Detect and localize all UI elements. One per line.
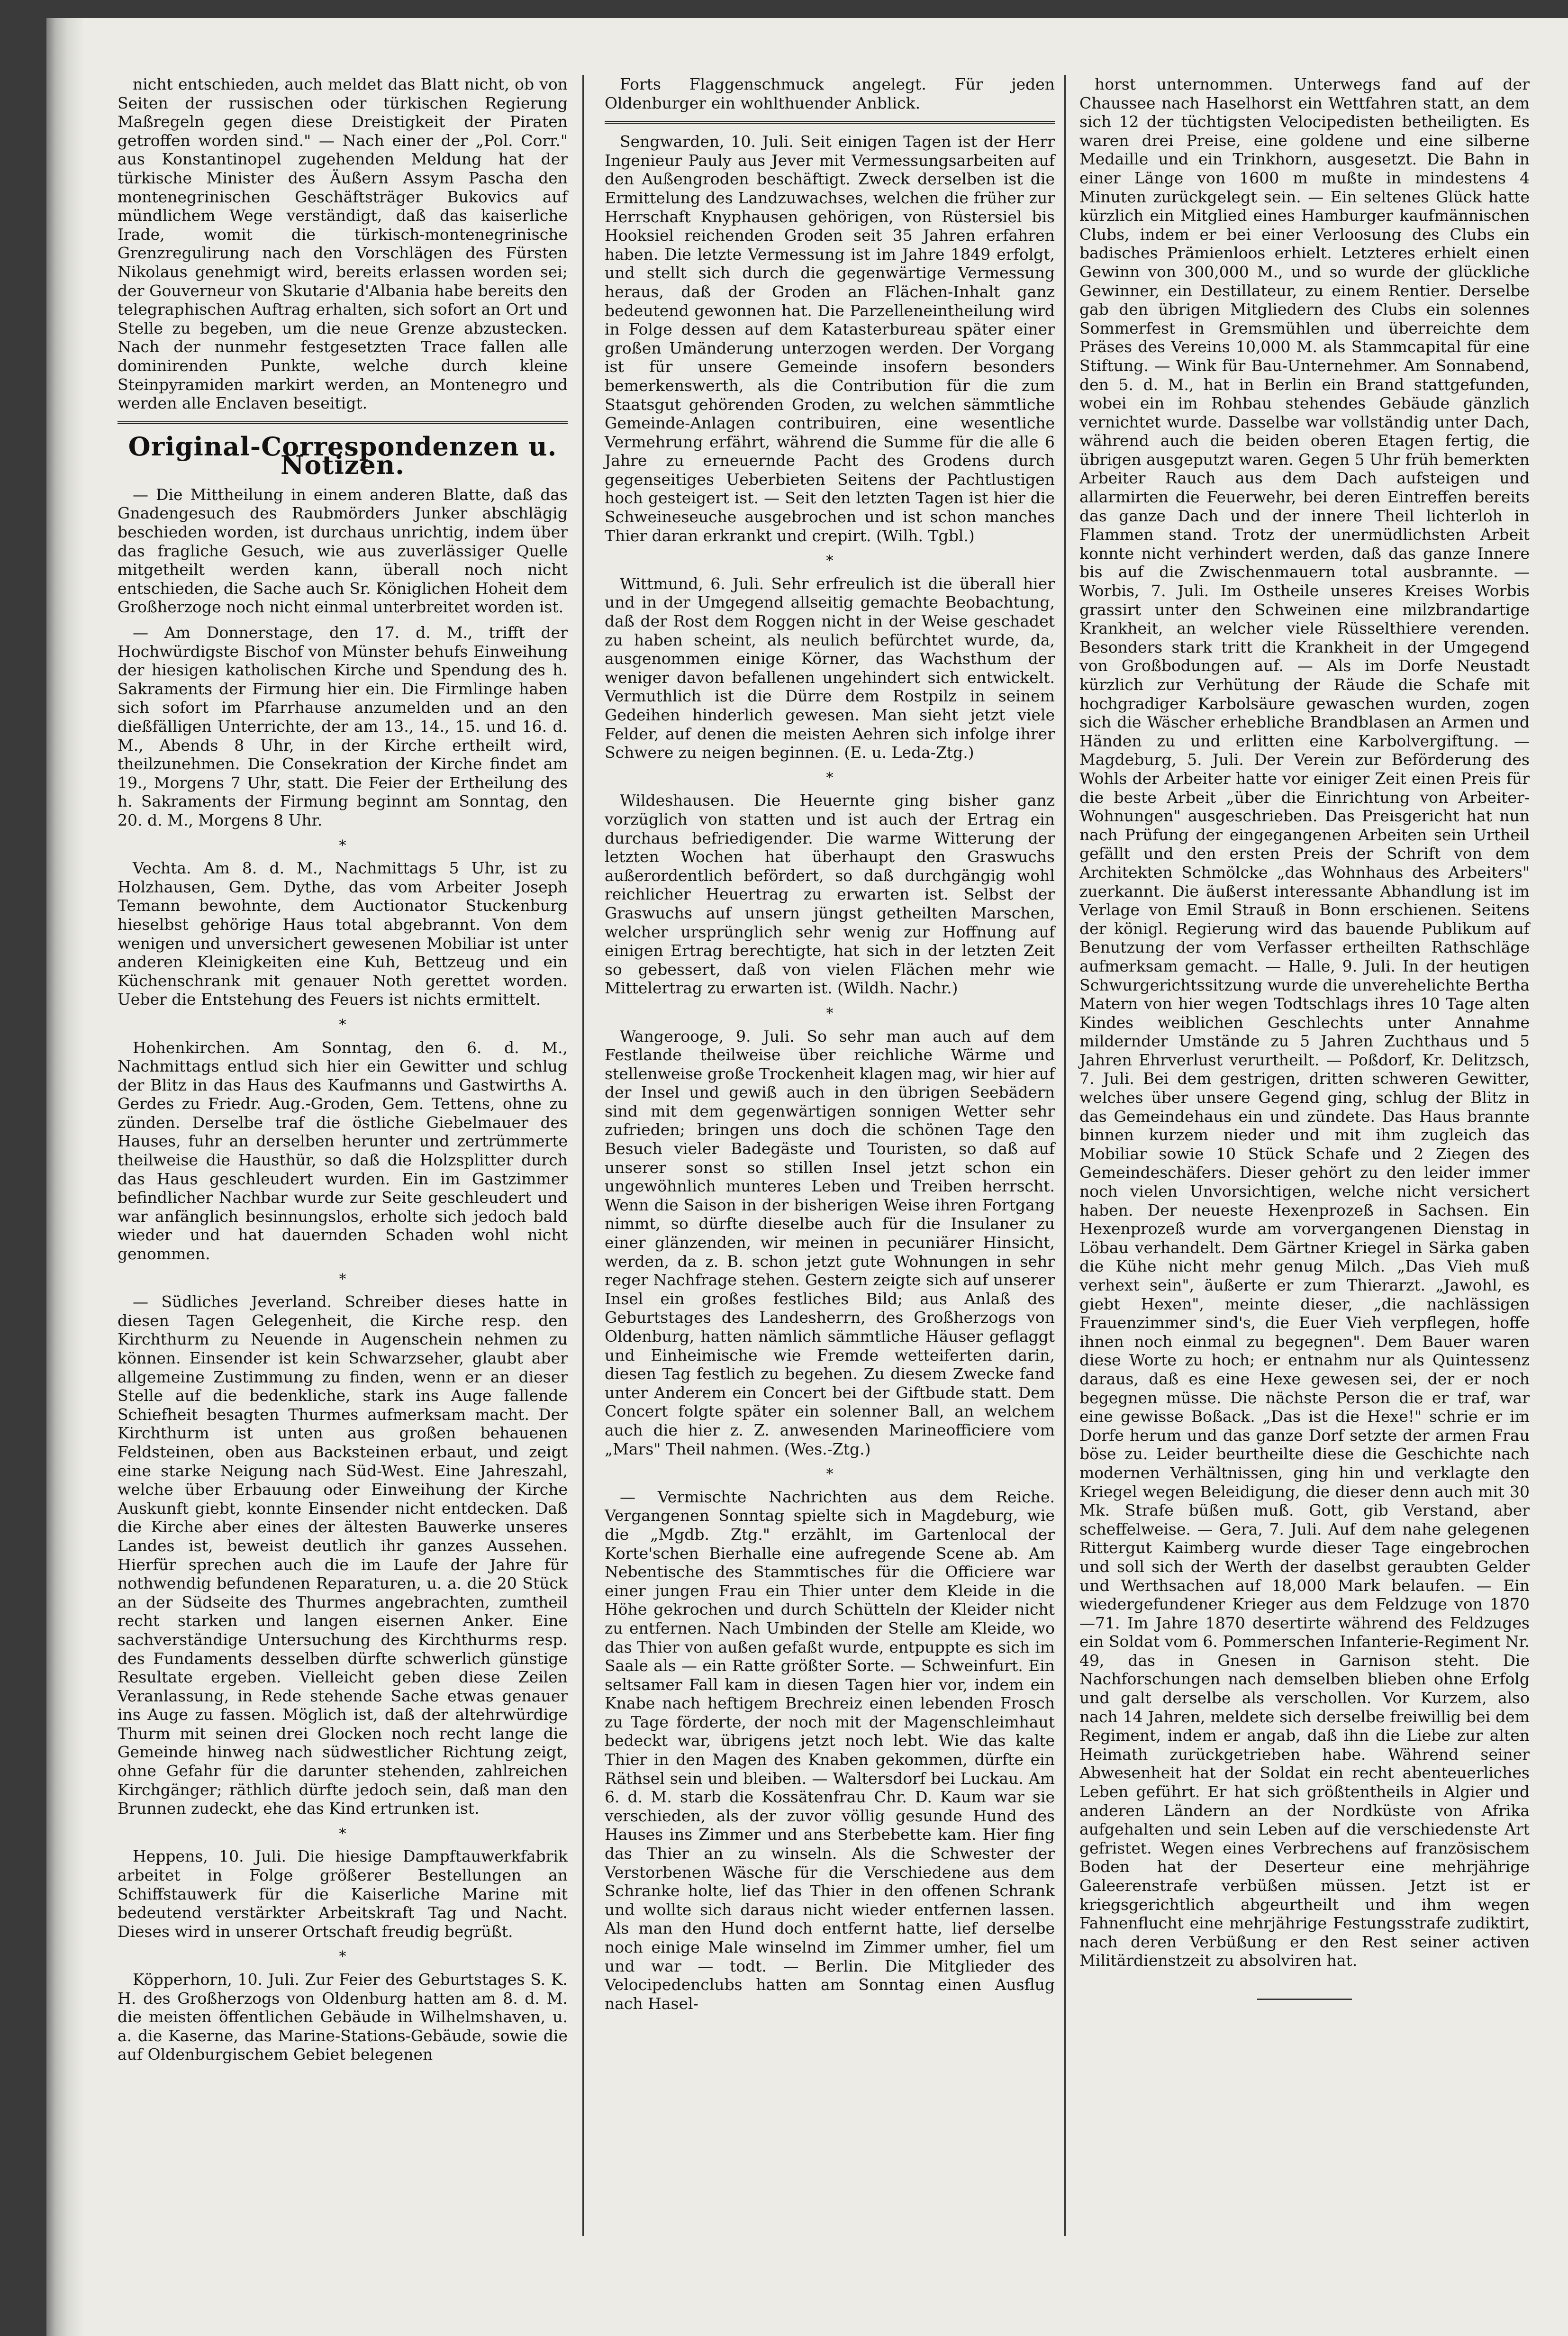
column-rule [1064,75,1066,2236]
column-1 [118,75,568,2071]
article: Wildeshausen. Die Heuernte ging bisher ganz vorzüglich von statten und ist auch der Ertrag ein durchaus befriedigender. Die warme Witterung der letzten Wochen hat überhaupt den Graswuchs außerordentlich befördert, so daß durchgängig wohl reichlicher Heuertrag zu erwarten ist. Selbst der Graswuchs auf unsern jüngst getheilten Marschen, welcher ursprünglich sehr wenig zur Hoffnung auf einigen Ertrag berechtigte, hat sich in der letzten Zeit so gebessert, daß von vielen Flächen mehr wie Mittelertrag zu erwarten ist. (Wildh. Nachr.) [605,791,1055,998]
separator-asterisk: * [339,1825,346,1842]
article: Wangerooge, 9. Juli. So sehr man auch auf dem Festlande theilweise über reichliche Wärme und stellenweise große Trockenheit klagen mag, wir hier auf der Insel und gewiß auch in den übrigen Seebädern sind mit dem gegenwärtigen sonnigen Wetter sehr zufrieden; bringen uns doch die schönen Tage den Besuch vieler Badegäste und Touristen, so daß auf unserer sonst so stillen Insel jetzt schon ein ungewöhnlich munteres Leben und Treiben herrscht. Wenn die Saison in der bisherigen Weise ihren Fortgang nimmt, so dürfte dieselbe auch für die Insulaner zu einer glänzenden, wir meinen in pecuniärer Hinsicht, werden, da z. B. schon jetzt gute Wohnungen in sehr reger Nachfrage stehen. Gestern zeigte sich auf unserer Insel ein großes festliches Bild; aus Anlaß des Geburtstages des Landesherrn, des Großherzogs von Oldenburg, hatten nämlich sämmtliche Häuser geflaggt und Einheimische wie Fremde wetteiferten darin, diesen Tag festlich zu begehen. Zu diesem Zwecke fand unter Anderem ein Concert bei der Giftbude statt. Dem Concert folgte später ein solenner Ball, an welchem auch die hier z. Z. anwesenden Marineofficiere vom „Mars" Theil nahmen. (Wes.-Ztg.) [605,1027,1055,1458]
newspaper-page [46,18,1568,2336]
article: — Die Mittheilung in einem anderen Blatte, daß das Gnadengesuch des Raubmörders Junker abschlägig beschieden worden, ist durchaus unrichtig, indem über das fragliche Gesuch, wie aus zuverlässiger Quelle mitgetheilt werden kann, überall noch nicht entschieden, die Sache auch Sr. Königlichen Hoheit dem Großherzoge noch nicht einmal unterbreitet worden ist. [118,485,568,617]
article: Köpperhorn, 10. Juli. Zur Feier des Geburtstages S. K. H. des Großherzogs von Oldenburg hatten am 8. d. M. die meisten öffentlichen Gebäude in Wilhelmshaven, u. a. die Kaserne, das Marine-Stations-Gebäude, sowie die auf Oldenburgischem Gebiet belegenen [118,1970,568,2064]
section-heading: Original-Correspondenzen u. Notizen. [128,431,557,481]
separator-asterisk: * [826,553,834,570]
article: Hohenkirchen. Am Sonntag, den 6. d. M., Nachmittags entlud sich hier ein Gewitter und schlug der Blitz in das Haus des Kaufmanns und Gastwirths A. Gerdes zu Friedr. Aug.-Groden, Gem. Tettens, ohne zu zünden. Derselbe traf die östliche Giebelmauer des Hauses, fuhr an derselben herunter und zertrümmerte theilweise die Hausthür, so daß die Holzsplitter durch das Haus geschleudert wurden. Ein im Gastzimmer befindlicher Nachbar wurde zur Seite geschleudert und war anfänglich besinnungslos, erholte sich jedoch bald wieder und hat dauernden Schaden wohl nicht genommen. [118,1038,568,1263]
separator-asterisk: * [826,1466,834,1483]
article: — Vermischte Nachrichten aus dem Reiche. Vergangenen Sonntag spielte sich in Magdeburg, wie die „Mgdb. Ztg." erzählt, im Gartenlocal der Korte'schen Bierhalle eine aufregende Scene ab. Am Nebentische des Stammtisches für die Officiere war einer jungen Frau ein Thier unter dem Kleide in die Höhe gekrochen und durch Schütteln der Kleider nicht zu entfernen. Nach Umbinden der Stelle am Kleide, wo das Thier von außen gefaßt wurde, entpuppte es sich im Saale als — ein Ratte größter Sorte. — Schweinfurt. Ein seltsamer Fall kam in diesen Tagen hier vor, indem ein Knabe nach heftigem Brechreiz einen lebenden Frosch zu Tage förderte, der noch mit der Magenschleimhaut bedeckt war, übrigens jetzt noch lebt. Wie das kalte Thier in den Magen des Knaben gekommen, dürfte ein Räthsel sein und bleiben. — Waltersdorf bei Luckau. Am 6. d. M. starb die Kossätenfrau Chr. D. Kaum war sie verschieden, als der zuvor völlig gesunde Hund des Hauses ins Zimmer und ans Sterbebette kam. Hier fing das Thier an zu winseln. Als die Schwester der Verstorbenen Wäsche für die Verschiedene aus dem Schranke holte, lief das Thier in den offenen Schrank und wollte sich daraus nicht wieder entfernen lassen. Als man den Hund doch entfernt hatte, lief derselbe noch einige Male winselnd im Zimmer umher, fiel um und war — todt. — Berlin. Die Mitglieder des Velocipedenclubs hatten am Sonntag einen Ausflug nach Hasel- [605,1487,1055,2013]
article: Sengwarden, 10. Juli. Seit einigen Tagen ist der Herr Ingenieur Pauly aus Jever mit Vermessungsarbeiten auf den Außengroden beschäftigt. Zweck derselben ist die Ermittelung des Landzuwachses, welchen die früher zur Herrschaft Knyphausen gehörigen, von Rüstersiel bis Hooksiel reichenden Groden seit 35 Jahren erfahren haben. Die letzte Vermessung ist im Jahre 1849 erfolgt, und stellt sich durch die gegenwärtige Vermessung heraus, daß der Groden an Flächen-Inhalt ganz bedeutend gewonnen hat. Die Parzelleneintheilung wird in Folge dessen auf dem Katasterbureau später einer großen Umänderung unterzogen werden. Der Vorgang ist für unsere Gemeinde insofern besonders bemerkenswerth, als die Contribution für die zum Staatsgut gehörenden Groden, zu welchen sämmtliche Gemeinde-Anlagen contribuiren, eine wesentliche Vermehrung erfährt, während die Summe für die alle 6 Jahre zu erneuernde Pacht des Grodens durch gegenseitiges Ueberbieten Seitens der Pachtlustigen hoch gesteigert ist. — Seit den letzten Tagen ist hier die Schweineseuche ausgebrochen und ist schon manches Thier daran erkrankt und crepirt. (Wilh. Tgbl.) [605,132,1055,545]
article: Vechta. Am 8. d. M., Nachmittags 5 Uhr, ist zu Holzhausen, Gem. Dythe, das vom Arbeiter Joseph Temann bewohnte, dem Auctionator Stuckenburg hieselbst gehörige Haus total abgebrannt. Von dem wenigen und unversichert gewesenen Mobiliar ist unter anderen Kleinigkeiten eine Kuh, Bettzeug und ein Küchenschrank mit genauer Noth gerettet worden. Ueber die Entstehung des Feuers ist nichts ermittelt. [118,859,568,1009]
article: — Am Donnerstage, den 17. d. M., trifft der Hochwürdigste Bischof von Münster behufs Einweihung der hiesigen katholischen Kirche und Spendung des h. Sakraments der Firmung hier ein. Die Firmlinge haben sich sofort im Pfarrhause anzumelden und an den dießfälligen Unterrichte, der am 13., 14., 15. und 16. d. M., Abends 8 Uhr, in der Kirche ertheilt wird, theilzunehmen. Die Consekration der Kirche findet am 19., Morgens 7 Uhr, statt. Die Feier der Ertheilung des h. Sakraments der Firmung beginnt am Sonntag, den 20. d. M., Morgens 8 Uhr. [118,623,568,829]
column-rule [582,75,584,2236]
article-continuation: nicht entschieden, auch meldet das Blatt nicht, ob von Seiten der russischen oder türkischen Regierung Maßregeln gegen diese Dreistigkeit der Piraten getroffen worden sind." — Nach einer der „Pol. Corr." aus Konstantinopel zugehenden Meldung hat der türkische Minister des Äußern Assym Pascha den montenegrinischen Geschäftsträger Bukovics auf mündlichem Wege verständigt, daß das kaiserliche Irade, womit die türkisch-montenegrinische Grenzregulirung nach den Vorschlägen des Fürsten Nikolaus genehmigt wird, bereits erlassen worden sei; der Gouverneur von Skutarie d'Albania habe bereits den telegraphischen Auftrag erhalten, sich sofort an Ort und Stelle zu begeben, um die neue Grenze abzustecken. Nach der nunmehr festgesetzten Trace fallen alle dominirenden Punkte, welche durch kleine Steinpyramiden markirt werden, an Montenegro und werden alle Enclaven beseitigt. [118,75,568,413]
article-continuation: Forts Flaggenschmuck angelegt. Für jeden Oldenburger ein wohlthuender Anblick. [605,75,1055,112]
separator-asterisk: * [339,1016,346,1033]
separator-asterisk: * [339,1948,346,1965]
separator-asterisk: * [339,1271,346,1288]
article: Wittmund, 6. Juli. Sehr erfreulich ist die überall hier und in der Umgegend allseitig gemachte Beobachtung, daß der Rost dem Roggen nicht in der Weise geschadet zu haben scheint, als neulich befürchtet wurde, da, ausgenommen einige Körner, das Wachsthum der weniger davon befallenen ungehindert sich entwickelt. Vermuthlich ist die Dürre dem Rostpilz in seinem Gedeihen hinderlich gewesen. Man sieht jetzt viele Felder, auf denen die meisten Aehren sich infolge ihrer Schwere zu neigen beginnen. (E. u. Leda-Ztg.) [605,574,1055,762]
article: horst unternommen. Unterwegs fand auf der Chaussee nach Haselhorst ein Wettfahren statt, an dem sich 12 der tüchtigsten Velocipedisten betheiligten. Es waren drei Preise, eine goldene und eine silberne Medaille und ein Trinkhorn, ausgesetzt. Die Bahn in einer Länge von 1600 m mußte in mindestens 4 Minuten zurückgelegt sein. — Ein seltenes Glück hatte kürzlich ein Mitglied eines Hamburger kaufmännischen Clubs, indem er bei einer Verloosung des Clubs ein badisches Prämienloos erhielt. Letzteres erhielt einen Gewinn von 300,000 M., und so wurde der glückliche Gewinner, ein Destillateur, zu einem Rentier. Derselbe gab den übrigen Mitgliedern des Clubs ein solennes Sommerfest in Gremsmühlen und überreichte dem Präses des Vereins 10,000 M. als Stammcapital für eine Stiftung. — Wink für Bau-Unternehmer. Am Sonnabend, den 5. d. M., hat in Berlin ein Brand stattgefunden, wobei ein im Rohbau stehendes Gebäude gänzlich vernichtet wurde. Dasselbe war vollständig unter Dach, während auch die beiden oberen Etagen fertig, die übrigen ausgeputzt waren. Gegen 5 Uhr früh bemerkten Arbeiter Rauch aus dem Dach aufsteigen und allarmirten die Feuerwehr, bei deren Eintreffen bereits das ganze Dach und der innere Theil lichterloh in Flammen stand. Trotz der unermüdlichsten Arbeit konnte nicht verhindert werden, daß das ganze Innere bis auf die Zwischenmauern total ausbrannte. — Worbis, 7. Juli. Im Ostheile unseres Kreises Worbis grassirt unter den Schweinen eine milzbrandartige Krankheit, an welcher viele Rüsselthiere verenden. Besonders stark tritt die Krankheit in der Umgegend von Großbodungen auf. — Als im Dorfe Neustadt kürzlich zur Verhütung der Räude die Schafe mit hochgradiger Karbolsäure gewaschen wurden, zogen sich die Wäscher erhebliche Brandblasen an Armen und Händen zu und erlitten eine Karbolvergiftung. — Magdeburg, 5. Juli. Der Verein zur Beförderung des Wohls der Arbeiter hatte vor einiger Zeit einen Preis für die beste Arbeit „über die Einrichtung von Arbeiter-Wohnungen" ausgeschrieben. Das Preisgericht hat nun nach Prüfung der eingegangenen Arbeiten sein Urtheil gefällt und den ersten Preis der Schrift von dem Architekten Schmölcke „das Wohnhaus des Arbeiters" zuerkannt. Die äußerst interessante Abhandlung ist im Verlage von Emil Strauß in Bonn erschienen. Seitens der königl. Regierung wird das bauende Publikum auf Benutzung der vom Verfasser ertheilten Rathschläge aufmerksam gemacht. — Halle, 9. Juli. In der heutigen Schwurgerichtssitzung wurde die unverehelichte Bertha Matern von hier wegen Todtschlags ihres 10 Tage alten Kindes weiblichen Geschlechts unter Annahme mildernder Umstände zu 5 Jahren Zuchthaus und 5 Jahren Ehrverlust verurtheilt. — Poßdorf, Kr. Delitzsch, 7. Juli. Bei dem gestrigen, dritten schweren Gewitter, welches über unsere Gegend ging, schlug der Blitz in das Gemeindehaus ein und zündete. Das Haus brannte binnen kurzem nieder und mit ihm zugleich das Mobiliar sowie 10 Stück Schafe und 2 Ziegen des Gemeindeschäfers. Dieser gehört zu den leider immer noch vielen Unvorsichtigen, welche nicht versichert haben. Der neueste Hexenprozeß in Sachsen. Ein Hexenprozeß wurde am vorvergangenen Dienstag in Löbau verhandelt. Dem Gärtner Kriegel in Särka gaben die Kühe nicht mehr genug Milch. „Das Vieh muß verhext sein", äußerte er zum Thierarzt. „Jawohl, es giebt Hexen", meinte dieser, „die nachlässigen Frauenzimmer sind's, die Euer Vieh verpflegen, hoffe ihnen noch einmal zu begegnen". Dem Bauer waren diese Worte zu hoch; er entnahm nur als Quintessenz daraus, daß es eine Hexe gewesen sei, der er noch begegnen müsse. Die nächste Person die er traf, war eine gewisse Boßack. „Das ist die Hexe!" schrie er im Dorfe herum und das ganze Dorf setzte der armen Frau böse zu. Leider beurtheilte diese die Geschichte nach modernen Verhältnissen, ging hin und verklagte den Kriegel wegen Beleidigung, die dieser denn auch mit 30 Mk. Strafe büßen muß. Gott, gib Verstand, aber scheffelweise. — Gera, 7. Juli. Auf dem nahe gelegenen Rittergut Kaimberg wurde dieser Tage eingebrochen und soll sich der Werth der daselbst geraubten Gelder und Werthsachen auf 18,000 Mark belaufen. — Ein wiedergefundener Krieger aus dem Feldzuge von 1870—71. Im Jahre 1870 desertirte während des Feldzuges ein Soldat vom 6. Pommerschen Infanterie-Regiment Nr. 49, das in Gnesen in Garnison steht. Die Nachforschungen nach demselben blieben ohne Erfolg und galt derselbe als verschollen. Vor Kurzem, also nach 14 Jahren, meldete sich derselbe freiwillig bei dem Regiment, indem er angab, daß ihn die Liebe zur alten Heimath zurückgetrieben habe. Während seiner Abwesenheit hat der Soldat ein recht abenteuerliches Leben geführt. Er hat sich größtentheils in Algier und anderen Ländern an der Nordküste von Afrika aufgehalten und sein Leben auf die verschiedenste Art gefristet. Wegen eines Verbrechens auf französischem Boden hat der Deserteur eine mehrjährige Galeerenstrafe verbüßen müssen. Jetzt ist er kriegsgerichtlich abgeurtheilt und ihm wegen Fahnenflucht eine mehrjährige Festungsstrafe zudiktirt, nach deren Verbüßung er den Rest seiner activen Militärdienstzeit zu absolviren hat. [1079,75,1530,1970]
separator-asterisk: * [826,1005,834,1022]
separator-asterisk: * [339,837,346,854]
column-3 [1079,75,1530,2000]
article: — Südliches Jeverland. Schreiber dieses hatte in diesen Tagen Gelegenheit, die Kirche resp. den Kirchthurm zu Neuende in Augenschein nehmen zu können. Einsender ist kein Schwarzseher, glaubt aber allgemeine Zustimmung zu finden, wenn er an dieser Stelle auf die bedenkliche, stark ins Auge fallende Schiefheit besagten Thurmes aufmerksam macht. Der Kirchthurm ist unten aus großen behauenen Feldsteinen, oben aus Backsteinen erbaut, und zeigt eine starke Neigung nach Süd-West. Eine Jahreszahl, welche über Erbauung oder Einweihung der Kirche Auskunft giebt, konnte Einsender nicht entdecken. Daß die Kirche aber eines der ältesten Bauwerke unseres Landes ist, beweist deutlich ihr ganzes Aussehen. Hierfür sprechen auch die im Laufe der Jahre für nothwendig befundenen Reparaturen, u. a. die 20 Stück an der Südseite des Thurmes angebrachten, zumtheil recht starken und langen eisernen Anker. Eine sachverständige Untersuchung des Kirchthurms resp. des Fundaments desselben dürfte schwerlich günstige Resultate ergeben. Vielleicht geben diese Zeilen Veranlassung, in Rede stehende Sache etwas genauer ins Auge zu fassen. Möglich ist, daß der altehrwürdige Thurm mit seinen drei Glocken noch recht lange die Gemeinde hinweg nach südwestlicher Richtung zeigt, ohne Gefahr für die darunter stehenden, zahlreichen Kirchgänger; räthlich dürfte jedoch sein, daß man den Brunnen zudeckt, ehe das Kind ertrunken ist. [118,1292,568,1818]
end-rule [1257,1999,1352,2000]
article: Heppens, 10. Juli. Die hiesige Dampftauwerkfabrik arbeitet in Folge größerer Bestellungen an Schiffstauwerk für die Kaiserliche Marine mit bedeutend verstärkter Arbeitskraft Tag und Nacht. Dieses wird in unserer Ortschaft freudig begrüßt. [118,1847,568,1941]
page-edge-shadow [46,18,84,2336]
section-divider [605,121,1055,124]
column-2 [605,75,1055,2019]
section-divider [118,421,568,424]
separator-asterisk: * [826,769,834,786]
